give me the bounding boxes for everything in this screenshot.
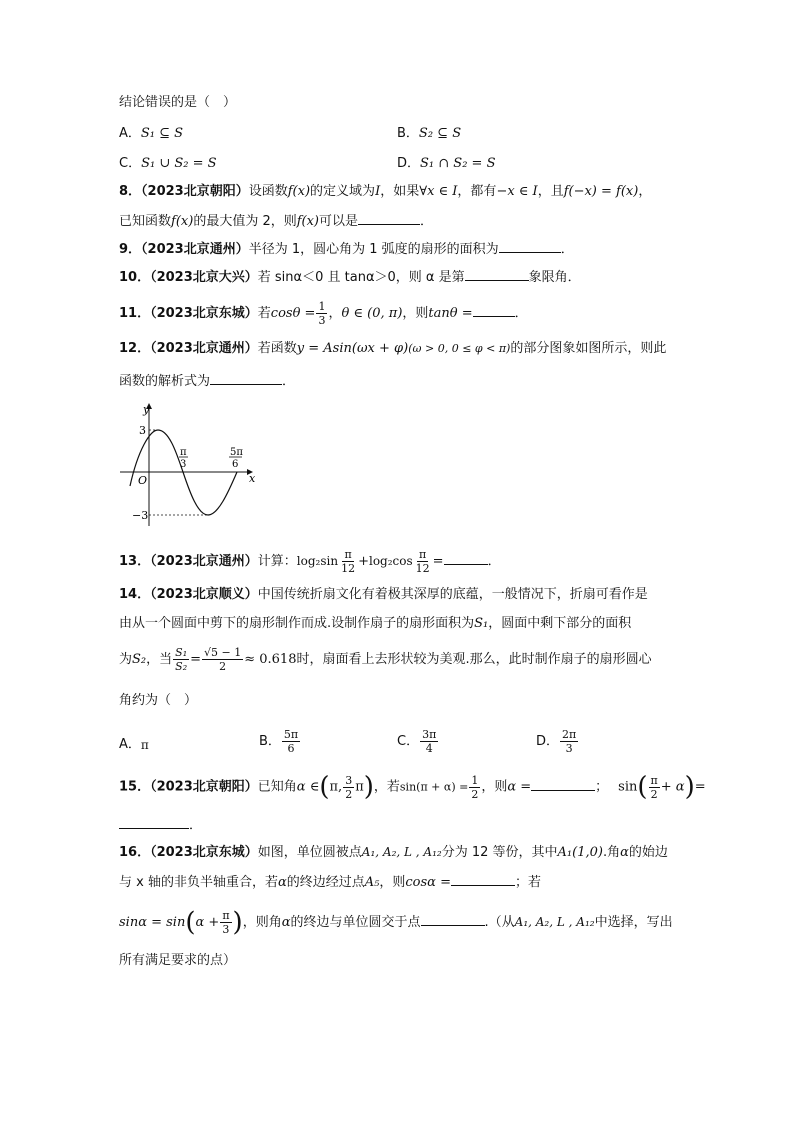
y-min-label: −3 bbox=[132, 509, 149, 522]
tick2-denominator: 6 bbox=[232, 459, 239, 470]
text: ，则角 bbox=[242, 915, 282, 930]
q10-line bbox=[119, 268, 581, 287]
tick1-denominator: 3 bbox=[180, 459, 187, 470]
q16-line2 bbox=[119, 873, 541, 892]
fraction bbox=[420, 728, 438, 755]
numerator: π bbox=[419, 548, 427, 561]
denominator: 3 bbox=[565, 742, 573, 755]
answer-blank[interactable] bbox=[444, 552, 488, 565]
option-label: D． bbox=[536, 734, 560, 749]
fraction bbox=[649, 774, 660, 801]
text: 若 sinα＜0 且 tanα＞0，则 α 是第 bbox=[257, 270, 465, 285]
option-label: A． bbox=[119, 126, 141, 141]
left-paren: ( bbox=[319, 772, 330, 802]
numerator: 1 bbox=[471, 773, 479, 787]
text: 中选择，写出 bbox=[594, 915, 673, 930]
text: ；若 bbox=[514, 875, 541, 890]
q15-line2 bbox=[119, 816, 202, 835]
right-paren: ) bbox=[684, 772, 695, 802]
text: 的终边与单位圆交于点 bbox=[290, 915, 421, 930]
question-number: 13． bbox=[119, 554, 151, 569]
question-source: （2023北京通州） bbox=[141, 242, 249, 257]
fraction bbox=[316, 300, 327, 327]
text: 为 bbox=[119, 652, 133, 667]
text: 与 x 轴的非负半轴重合，若 bbox=[119, 875, 278, 890]
question-number: 12． bbox=[119, 341, 151, 356]
question-source: （2023北京通州） bbox=[150, 554, 258, 569]
text: ． bbox=[514, 306, 528, 321]
numerator: √5 − 1 bbox=[204, 646, 242, 659]
math: ∀x ∈ I bbox=[419, 184, 458, 199]
answer-blank[interactable] bbox=[119, 816, 189, 829]
option-label: B． bbox=[397, 126, 419, 141]
sine-graph bbox=[118, 398, 260, 530]
option-label: C． bbox=[397, 734, 420, 749]
text: 时，扇面看上去形状较为美观.那么，此时制作扇子的扇形圆心 bbox=[296, 652, 652, 667]
question-source: （2023北京东城） bbox=[150, 845, 258, 860]
numerator: 1 bbox=[318, 300, 326, 313]
math: π, bbox=[329, 779, 343, 795]
math: = bbox=[694, 779, 706, 795]
text: ，且 bbox=[537, 184, 564, 199]
denominator: 2 bbox=[650, 787, 658, 801]
math: f(x) bbox=[287, 184, 311, 199]
text: ，圆面中剩下部分的面积 bbox=[488, 616, 632, 631]
option-label: D． bbox=[397, 156, 421, 171]
q7-option-b[interactable] bbox=[397, 125, 461, 143]
text: ，则 bbox=[402, 306, 429, 321]
question-source: （2023北京顺义） bbox=[150, 587, 258, 602]
text: 由从一个圆面中剪下的扇形制作而成.设制作扇子的扇形面积为 bbox=[119, 616, 475, 631]
option-math: S₁ ⊆ S bbox=[140, 126, 184, 141]
math: A₁(1,0) bbox=[557, 845, 603, 860]
text: ． bbox=[282, 374, 296, 389]
x-axis-label: x bbox=[249, 472, 256, 485]
text: 所有满足要求的点） bbox=[119, 953, 237, 968]
math: A₅ bbox=[364, 875, 380, 890]
math: A₁, A₂, L , A₁₂ bbox=[514, 915, 595, 929]
text: 设函数 bbox=[248, 184, 288, 199]
q14-option-c[interactable] bbox=[397, 722, 439, 762]
q7-option-c[interactable] bbox=[119, 155, 217, 173]
math: α bbox=[620, 845, 629, 860]
math: log₂cos bbox=[368, 554, 413, 568]
text: ，当 bbox=[146, 652, 173, 667]
denominator: 3 bbox=[222, 923, 230, 936]
option-math: S₂ ⊆ S bbox=[418, 126, 462, 141]
question-number: 14． bbox=[119, 587, 151, 602]
q14-option-d[interactable] bbox=[536, 722, 579, 762]
numerator: 3π bbox=[422, 728, 437, 741]
right-paren: ) bbox=[363, 772, 374, 802]
numerator: 3 bbox=[345, 773, 353, 787]
text: 的定义域为 bbox=[310, 184, 376, 199]
math: sin(π + α) = bbox=[399, 780, 469, 794]
math: f(−x) = f(x) bbox=[563, 184, 639, 199]
text: 若函数 bbox=[257, 341, 297, 356]
q9-line bbox=[119, 240, 574, 259]
q12-line1 bbox=[119, 340, 666, 358]
q7-option-a[interactable] bbox=[119, 125, 183, 143]
math: ≈ 0.618 bbox=[244, 652, 297, 667]
q11-line bbox=[119, 297, 528, 331]
q14-line4 bbox=[119, 692, 197, 710]
y-max-label: 3 bbox=[139, 424, 146, 437]
answer-blank[interactable] bbox=[358, 212, 420, 225]
math: α + bbox=[195, 915, 220, 930]
q14-line1 bbox=[119, 586, 648, 604]
math: sin bbox=[618, 779, 638, 795]
text: 分为 12 等份，其中 bbox=[441, 845, 558, 860]
tick2-numerator: 5π bbox=[230, 447, 243, 458]
answer-blank[interactable] bbox=[210, 372, 282, 385]
math: cosθ = bbox=[270, 306, 316, 321]
math: + α bbox=[660, 779, 685, 795]
text: 计算： bbox=[257, 554, 297, 569]
math: θ ∈ (0, π) bbox=[341, 306, 403, 321]
question-source: （2023北京朝阳） bbox=[141, 184, 249, 199]
fraction bbox=[173, 646, 189, 673]
math: f(x) bbox=[171, 214, 194, 229]
denominator: 6 bbox=[287, 742, 295, 755]
fraction bbox=[560, 728, 578, 755]
denominator: 4 bbox=[425, 742, 433, 755]
tick1-numerator: π bbox=[180, 447, 187, 458]
math: sinα = sin bbox=[119, 915, 186, 930]
numerator: π bbox=[650, 773, 658, 787]
question-source: （2023北京大兴） bbox=[150, 270, 258, 285]
q14-option-a[interactable] bbox=[119, 728, 149, 762]
q8-line1 bbox=[119, 183, 651, 201]
math: S₁ bbox=[474, 616, 489, 631]
text: ，都有 bbox=[457, 184, 497, 199]
text: 若 bbox=[257, 306, 271, 321]
text: ，如果 bbox=[380, 184, 420, 199]
right-paren: ) bbox=[232, 907, 243, 938]
denominator: 3 bbox=[318, 314, 326, 327]
q7-stem: 结论错误的是（ ） bbox=[119, 95, 237, 110]
text: ． bbox=[560, 242, 574, 257]
fraction bbox=[282, 728, 300, 755]
question-number: 11． bbox=[119, 306, 151, 321]
text: ， bbox=[638, 184, 652, 199]
answer-blank[interactable] bbox=[465, 268, 529, 281]
q12-line2 bbox=[119, 372, 295, 391]
text: 如图，单位圆被点 bbox=[257, 845, 362, 860]
math: (ω > 0, 0 ≤ φ < π) bbox=[408, 342, 511, 355]
text: 的始边 bbox=[628, 845, 668, 860]
q14-line2 bbox=[119, 615, 631, 633]
origin-label: O bbox=[138, 474, 148, 487]
math: = bbox=[432, 554, 444, 569]
option-math: S₁ ∩ S₂ = S bbox=[420, 156, 496, 171]
text: ，则 bbox=[481, 779, 508, 795]
text: 的部分图象如图所示，则此 bbox=[510, 341, 667, 356]
question-number: 8． bbox=[119, 184, 142, 199]
question-source: （2023北京朝阳） bbox=[150, 779, 258, 795]
option-label: C． bbox=[119, 156, 142, 171]
fraction bbox=[414, 548, 432, 575]
answer-blank[interactable] bbox=[451, 873, 515, 886]
question-number: 9． bbox=[119, 242, 142, 257]
fraction bbox=[343, 774, 354, 801]
text: ， bbox=[328, 306, 342, 321]
text: 角约为（ ） bbox=[119, 693, 198, 708]
text: ，若 bbox=[373, 779, 400, 795]
text: 的最大值为 2，则 bbox=[193, 214, 297, 229]
option-label: B． bbox=[259, 734, 281, 749]
math: = bbox=[190, 652, 202, 667]
denominator: 12 bbox=[341, 562, 356, 575]
text: 已知函数 bbox=[119, 214, 172, 229]
text: .角 bbox=[602, 845, 621, 860]
q7-option-d[interactable] bbox=[397, 155, 495, 173]
text: 可以是 bbox=[319, 214, 359, 229]
denominator: S₂ bbox=[175, 660, 188, 673]
answer-blank[interactable] bbox=[499, 240, 561, 253]
math: I bbox=[375, 184, 381, 199]
question-number: 16． bbox=[119, 845, 151, 860]
answer-blank[interactable] bbox=[421, 913, 485, 926]
question-number: 15． bbox=[119, 779, 151, 795]
q13-line bbox=[119, 546, 501, 576]
option-label: A． bbox=[119, 737, 141, 752]
question-number: 10． bbox=[119, 270, 151, 285]
denominator: 12 bbox=[415, 562, 430, 575]
text: ． bbox=[487, 554, 501, 569]
fraction bbox=[469, 774, 480, 801]
text: .（从 bbox=[484, 915, 515, 930]
text: ，则 bbox=[379, 875, 406, 890]
math: α ∈ bbox=[296, 779, 320, 795]
text: ； bbox=[595, 779, 609, 795]
question-source: （2023北京东城） bbox=[150, 306, 258, 321]
text: 象限角． bbox=[528, 270, 581, 285]
fraction bbox=[202, 646, 243, 673]
fraction bbox=[339, 548, 357, 575]
text: 函数的解析式为 bbox=[119, 374, 211, 389]
math: f(x) bbox=[296, 214, 320, 229]
numerator: S₁ bbox=[175, 646, 188, 659]
denominator: 2 bbox=[471, 787, 479, 801]
fraction bbox=[220, 909, 231, 936]
math: π bbox=[355, 779, 364, 795]
option-math: S₁ ∪ S₂ = S bbox=[141, 156, 217, 171]
denominator: 2 bbox=[345, 787, 353, 801]
q16-line1 bbox=[119, 843, 668, 862]
math: A₁, A₂, L , A₁₂ bbox=[361, 845, 442, 859]
numerator: 2π bbox=[562, 728, 577, 741]
math: α bbox=[277, 875, 287, 890]
text: ． bbox=[189, 818, 203, 833]
math: S₂ bbox=[132, 652, 147, 667]
option-math: π bbox=[140, 738, 149, 752]
numerator: 5π bbox=[283, 728, 299, 741]
text: ． bbox=[420, 214, 434, 229]
text: 的终边经过点 bbox=[286, 875, 365, 890]
left-paren: ( bbox=[185, 907, 196, 938]
text: 中国传统折扇文化有着极其深厚的底蕴，一般情况下，折扇可看作是 bbox=[257, 587, 648, 602]
numerator: π bbox=[344, 548, 352, 561]
q16-line3 bbox=[119, 902, 673, 942]
q8-line2 bbox=[119, 212, 433, 231]
text: 已知角 bbox=[257, 779, 297, 795]
math: tanθ = bbox=[428, 306, 473, 321]
answer-blank[interactable] bbox=[531, 778, 595, 791]
q14-line3 bbox=[119, 642, 652, 678]
y-axis-label: y bbox=[143, 403, 150, 416]
math: log₂sin bbox=[296, 554, 339, 568]
denominator: 2 bbox=[219, 660, 227, 673]
q15-line1 bbox=[119, 766, 706, 808]
math: −x ∈ I bbox=[496, 184, 538, 199]
q16-line4 bbox=[119, 952, 236, 970]
question-source: （2023北京通州） bbox=[150, 341, 258, 356]
math: α = bbox=[507, 779, 532, 795]
q14-option-b[interactable] bbox=[259, 722, 301, 762]
math: y = Asin(ωx + φ) bbox=[296, 341, 409, 356]
math: + bbox=[358, 554, 369, 569]
answer-blank[interactable] bbox=[473, 304, 515, 317]
math: cosα = bbox=[405, 875, 451, 890]
math: α bbox=[281, 915, 291, 930]
numerator: π bbox=[222, 909, 230, 922]
left-paren: ( bbox=[637, 772, 648, 802]
text: 半径为 1，圆心角为 1 弧度的扇形的面积为 bbox=[248, 242, 499, 257]
